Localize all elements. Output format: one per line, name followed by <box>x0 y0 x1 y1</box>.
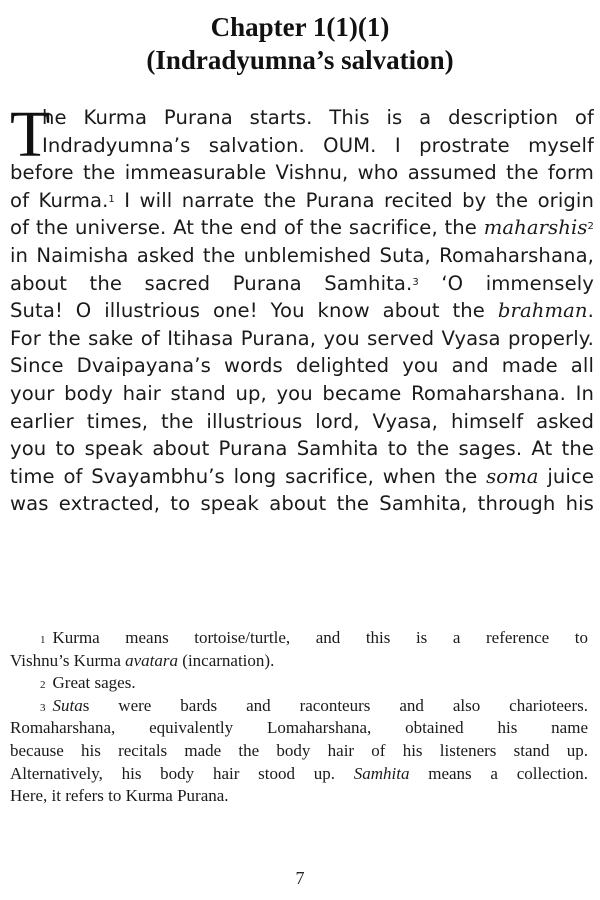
body-line: in Naimisha asked the unblemished Suta, Romaharshana, <box>10 243 594 267</box>
body-line: Suta! O illustrious one! You know about the brahman. <box>10 299 594 323</box>
footnote-3-cont: because his recitals made the body hair of his listeners stand up. <box>10 740 588 760</box>
footnote-1-cont: Vishnu’s Kurma avatara (incarnation). <box>10 650 275 670</box>
body-line: earlier times, the illustrious lord, Vyasa, himself asked <box>10 409 594 433</box>
footnote-2: $^2$ Great sages. <box>40 673 136 693</box>
footnote-ref-1: 1 <box>108 193 115 205</box>
body-line: your body hair stand up, you became Romaharshana. In <box>10 381 594 405</box>
footnote-3: $^3$ Sutas were bards and raconteurs and also charioteers. <box>40 695 588 715</box>
body-line: For the sake of Itihasa Purana, you served Vyasa properly. <box>10 326 594 350</box>
page-number: 7 <box>295 868 305 888</box>
body-line: about the sacred Purana Samhita.$^3$ ‘O immensely <box>10 271 594 295</box>
footnote-3-cont: Romaharshana, equivalently Lomaharshana, obtained his name <box>10 718 588 738</box>
footnotes <box>10 627 588 808</box>
footnote-3-cont: Here, it refers to Kurma Purana. <box>10 786 229 806</box>
footnote-ref-3: 3 <box>412 276 419 288</box>
body-line: of the universe. At the end of the sacrifice, the maharshis$^2$ <box>10 216 594 240</box>
body-text <box>10 98 594 518</box>
body-line: before the immeasurable Vishnu, who assumed the form <box>10 161 594 185</box>
body-line: you to speak about Purana Samhita to the sages. At the <box>10 437 594 461</box>
drop-cap: T <box>10 98 51 171</box>
footnote-3-cont: Alternatively, his body hair stood up. Samhita means a collection. <box>10 763 588 783</box>
chapter-title: Chapter 1(1)(1) <box>210 12 390 42</box>
body-line: time of Svayambhu’s long sacrifice, when the soma juice <box>10 464 594 488</box>
body-line: was extracted, to speak about the Samhita, through his <box>10 492 594 516</box>
body-line: Indradyumna’s salvation. OUM. I prostrate myself <box>42 133 594 157</box>
footnote-ref-2: 2 <box>587 221 594 233</box>
body-line: of Kurma.$^1$ I will narrate the Purana recited by the origin <box>10 188 594 212</box>
chapter-subtitle: (Indradyumna’s salvation) <box>146 45 454 75</box>
footnote-1: $^1$ Kurma means tortoise/turtle, and this is a reference to <box>40 628 588 647</box>
body-line: Since Dvaipayana’s words delighted you and made all <box>10 354 594 378</box>
body-line: he Kurma Purana starts. This is a description of <box>42 106 594 129</box>
